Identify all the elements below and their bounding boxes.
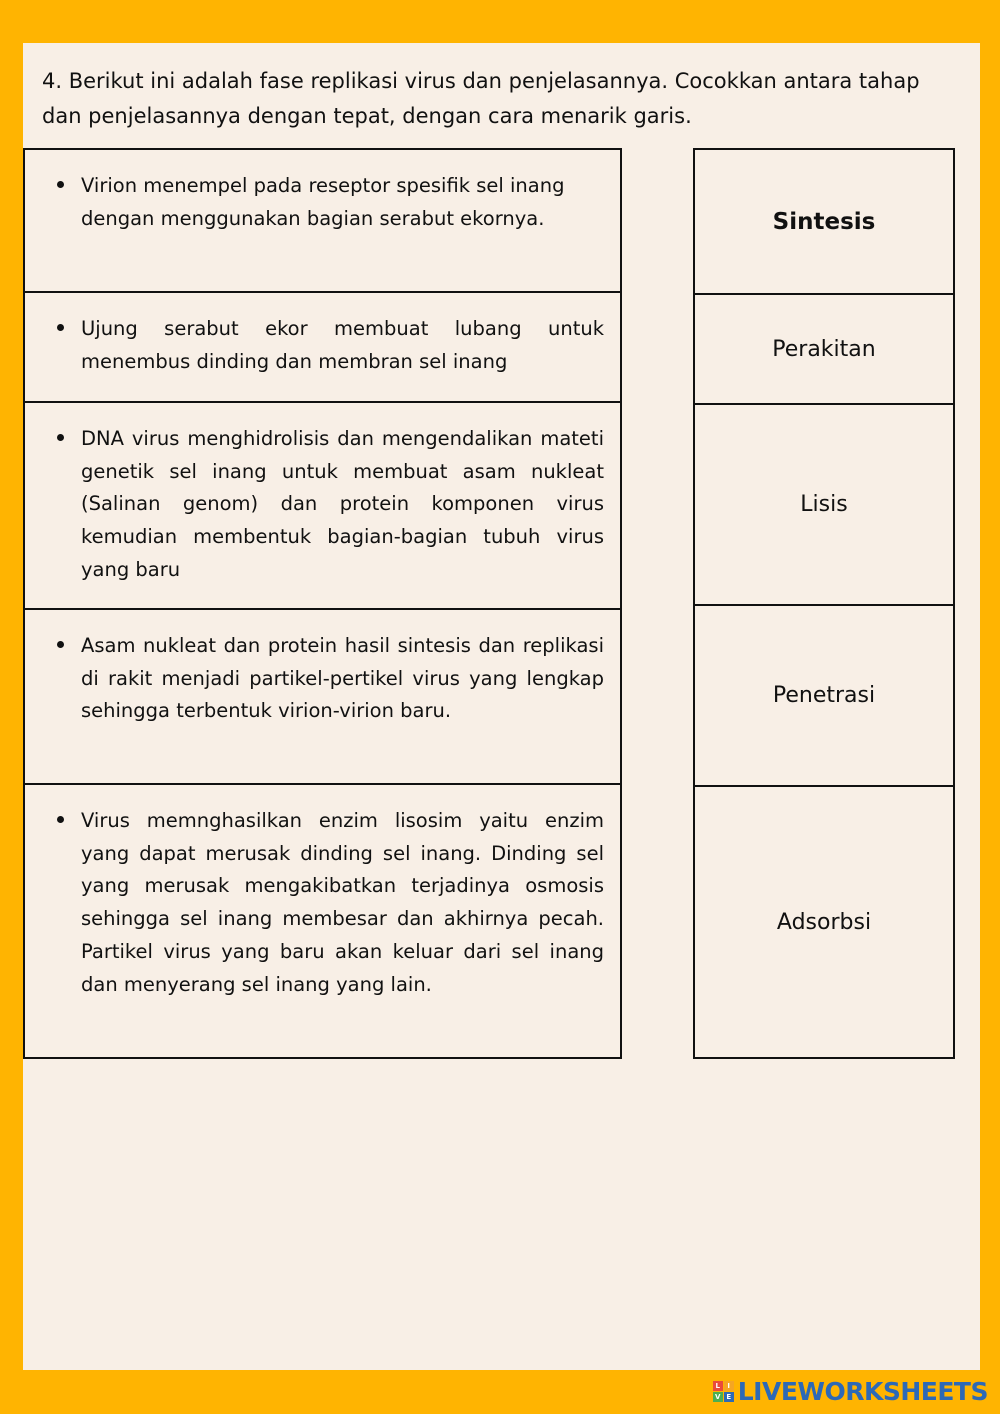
description-text: Asam nukleat dan protein hasil sintesis dan replikasi di rakit menjadi partikel-pertikel virus yang lengkap sehingga terbentuk virion-virion baru. (81, 634, 604, 723)
bullet-icon (57, 641, 64, 648)
liveworksheets-brand (713, 1377, 988, 1406)
description-cell-5[interactable] (25, 785, 620, 1057)
description-text: DNA virus menghidrolisis dan mengendalikan mateti genetik sel inang untuk membuat asam nukleat (Salinan genom) dan protein komponen virus kemudian membentuk bagian-bagian tubuh virus yang baru (81, 427, 604, 581)
descriptions-table (23, 148, 622, 1059)
description-text: Virion menempel pada reseptor spesifik sel inang dengan menggunakan bagian serabut ekornya. (81, 174, 565, 230)
bullet-icon (57, 434, 64, 441)
description-cell-3[interactable] (25, 403, 620, 610)
logo-letter: E (724, 1392, 734, 1402)
description-text: Ujung serabut ekor membuat lubang untuk menembus dinding dan membran sel inang (81, 317, 604, 373)
description-cell-4[interactable] (25, 610, 620, 785)
description-cell-2[interactable] (25, 293, 620, 403)
bullet-icon (57, 816, 64, 823)
liveworksheets-logo-icon (713, 1381, 734, 1402)
phase-cell-lisis[interactable]: Lisis (695, 405, 953, 606)
phase-cell-perakitan[interactable]: Perakitan (695, 295, 953, 405)
logo-letter: L (713, 1381, 723, 1391)
description-text: Virus memnghasilkan enzim lisosim yaitu enzim yang dapat merusak dinding sel inang. Dinding sel yang merusak mengakibatkan terjadinya osmosis sehingga sel inang membesar dan akhirnya pecah. Partikel virus yang baru akan keluar dari sel inang dan menyerang sel inang yang lain. (81, 809, 604, 996)
phase-cell-adsorbsi[interactable]: Adsorbsi (776, 909, 872, 935)
question-text: 4. Berikut ini adalah fase replikasi virus dan penjelasannya. Cocokkan antara tahap dan penjelasannya dengan tepat, dengan cara menarik garis. (42, 69, 920, 128)
brand-text: LIVEWORKSHEETS (737, 1377, 988, 1406)
phase-cell-sintesis[interactable]: Sintesis (695, 150, 953, 295)
phases-table (693, 148, 955, 1059)
description-cell-1[interactable] (25, 150, 620, 293)
logo-letter: V (713, 1392, 723, 1402)
bullet-icon (57, 181, 64, 188)
bullet-icon (57, 324, 64, 331)
logo-letter: I (724, 1381, 734, 1391)
phase-cell-penetrasi[interactable]: Penetrasi (695, 606, 953, 787)
